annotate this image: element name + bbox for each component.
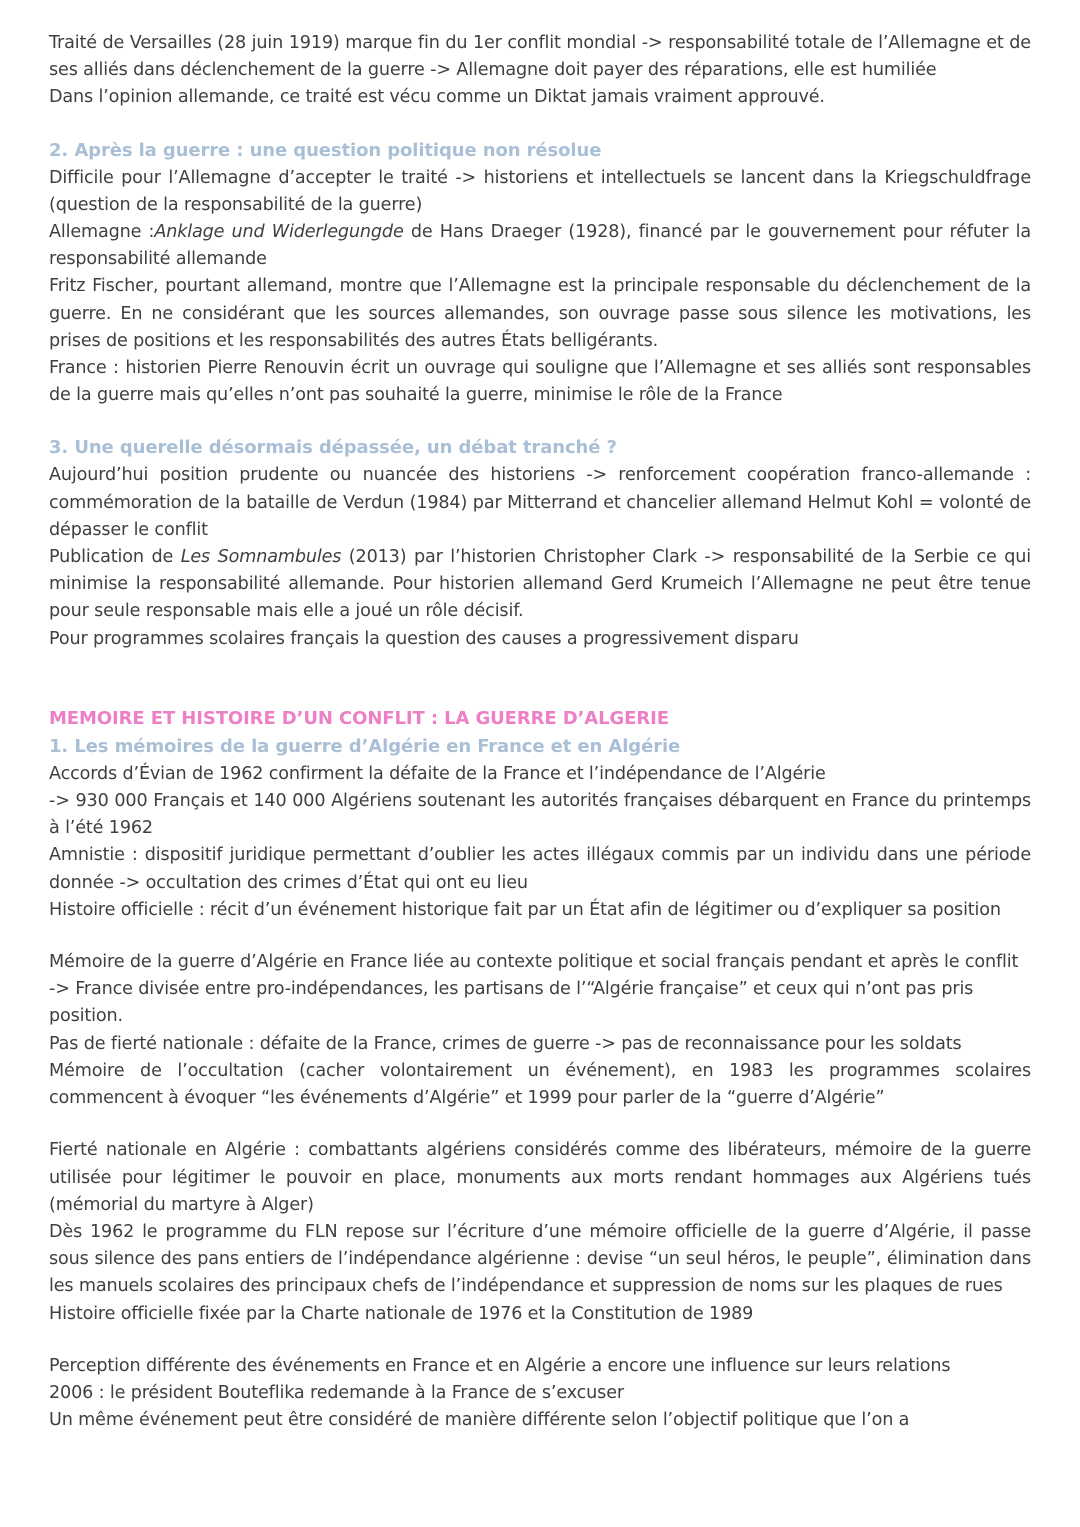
section-3-heading: 3. Une querelle désormais dépassée, un débat tranché ? [49,437,617,459]
draeger-prefix: Allemagne : [49,222,155,243]
section-3-paragraph-verdun: Aujourd’hui position prudente ou nuancée des historiens -> renforcement coopération franco-allemande : commémoration de la bataille de Verdun (1984) par Mitterrand et chancelier allemand Helmut Kohl = volonté de dépasser le conflit [49,465,1031,540]
section-2-paragraph-renouvin: France : historien Pierre Renouvin écrit un ouvrage qui souligne que l’Allemagne et ses alliés sont responsables de la guerre mais qu’elles n’ont pas souhaité la guerre, minimise le rôle de la France [49,358,1031,406]
algerie-paragraph-occultation: Mémoire de l’occultation (cacher volontairement un événement), en 1983 les programmes scolaires commencent à évoquer “les événements d’Algérie” et 1999 pour parler de la “guerre d’Algérie” [49,1060,1031,1109]
section-3-paragraph-somnambules [49,544,1031,626]
section-2-paragraph-kriegschuldfrage: Difficile pour l’Allemagne d’accepter le traité -> historiens et intellectuels se lancent dans la Kriegschuldfrage (question de la responsabilité de la guerre) [49,167,1031,215]
somnambules-prefix: Publication de [49,547,181,568]
algerie-main-heading: MEMOIRE ET HISTOIRE D’UN CONFLIT : LA GUERRE D’ALGERIE [49,707,669,729]
algerie-paragraph-objectif: Un même événement peut être considéré de manière différente selon l’objectif politique que l’on a [49,1410,910,1431]
section-2-paragraph-fischer: Fritz Fischer, pourtant allemand, montre que l’Allemagne est la principale responsable du déclenchement de la guerre. En ne considérant que les sources allemandes, son ouvrage passe sous silence les motivations, les prises de positions et les responsabilités des autres États belligérants. [49,276,1031,351]
spacer [49,924,1031,949]
algerie-paragraph-perception: Perception différente des événements en France et en Algérie a encore une influence sur leurs relations [49,1355,951,1376]
somnambules-suffix: (2013) par l’historien Christopher Clark -> responsabilité de la Serbie ce qui minimise la responsabilité allemande. Pour historien allemand Gerd Krumeich l’Allemagne ne peut être tenue pour seule responsable mais elle a joué un rôle décisif. [49,547,1031,622]
algerie-paragraph-fierte-algerie: Fierté nationale en Algérie : combattants algériens considérés comme des libérateurs, mémoire de la guerre utilisée pour légitimer le pouvoir en place, monuments aux morts rendant hommages aux Algériens tués (mémorial du martyre à Alger) [49,1140,1031,1215]
spacer [49,1112,1031,1137]
draeger-suffix: de Hans Draeger (1928), financé par le gouvernement pour réfuter la responsabilité allemande [49,222,1032,270]
algerie-paragraph-histoire-officielle: Histoire officielle : récit d’un événement historique fait par un État afin de légitimer ou d’expliquer sa position [49,899,1001,920]
algerie-paragraph-bouteflika: 2006 : le président Bouteflika redemande à la France de s’excuser [49,1382,624,1403]
intro-paragraph-diktat: Dans l’opinion allemande, ce traité est vécu comme un Diktat jamais vraiment approuvé. [49,87,825,108]
algerie-paragraph-france-divisee: -> France divisée entre pro-indépendances, les partisans de l’“Algérie française” et ceux qui n’ont pas pris position. [49,979,974,1027]
algerie-paragraph-charte: Histoire officielle fixée par la Charte nationale de 1976 et la Constitution de 1989 [49,1303,754,1324]
algerie-paragraph-evian: Accords d’Évian de 1962 confirment la défaite de la France et l’indépendance de l’Algérie [49,763,826,784]
spacer [49,409,1031,434]
section-3-paragraph-programmes: Pour programmes scolaires français la question des causes a progressivement disparu [49,628,799,649]
spacer [49,1328,1031,1353]
book-title-anklage: Anklage und Widerlegungde [154,222,404,243]
algerie-sub-heading-1: 1. Les mémoires de la guerre d’Algérie en France et en Algérie [49,735,681,757]
intro-paragraph-versailles: Traité de Versailles (28 juin 1919) marque fin du 1er conflit mondial -> responsabilité totale de l’Allemagne et de ses alliés dans déclenchement de la guerre -> Allemagne doit payer des réparations, elle est humiliée [49,33,1031,81]
algerie-paragraph-rapatries: -> 930 000 Français et 140 000 Algériens soutenant les autorités françaises débarquent en France du printemps à l’été 1962 [49,791,1031,839]
book-title-somnambules: Les Somnambules [180,547,342,568]
spacer [49,653,1031,705]
algerie-paragraph-fln: Dès 1962 le programme du FLN repose sur l’écriture d’une mémoire officielle de la guerre d’Algérie, il passe sous silence des pans entiers de l’indépendance algérienne : devise “un seul héros, le peuple”, élimination dans les manuels scolaires des principaux chefs de l’indépendance et suppression de noms sur les plaques de rues [49,1221,1031,1297]
algerie-paragraph-amnistie: Amnistie : dispositif juridique permettant d’oublier les actes illégaux commis par un individu dans une période donnée -> occultation des crimes d’État qui ont eu lieu [49,845,1031,893]
algerie-paragraph-memoire-france: Mémoire de la guerre d’Algérie en France liée au contexte politique et social français pendant et après le conflit [49,952,1019,973]
section-2-heading: 2. Après la guerre : une question politique non résolue [49,139,602,161]
section-2-paragraph-draeger [49,219,1031,273]
algerie-paragraph-fierte-france: Pas de fierté nationale : défaite de la France, crimes de guerre -> pas de reconnaissance pour les soldats [49,1033,962,1054]
document-page [49,30,1031,1434]
spacer [49,112,1031,137]
